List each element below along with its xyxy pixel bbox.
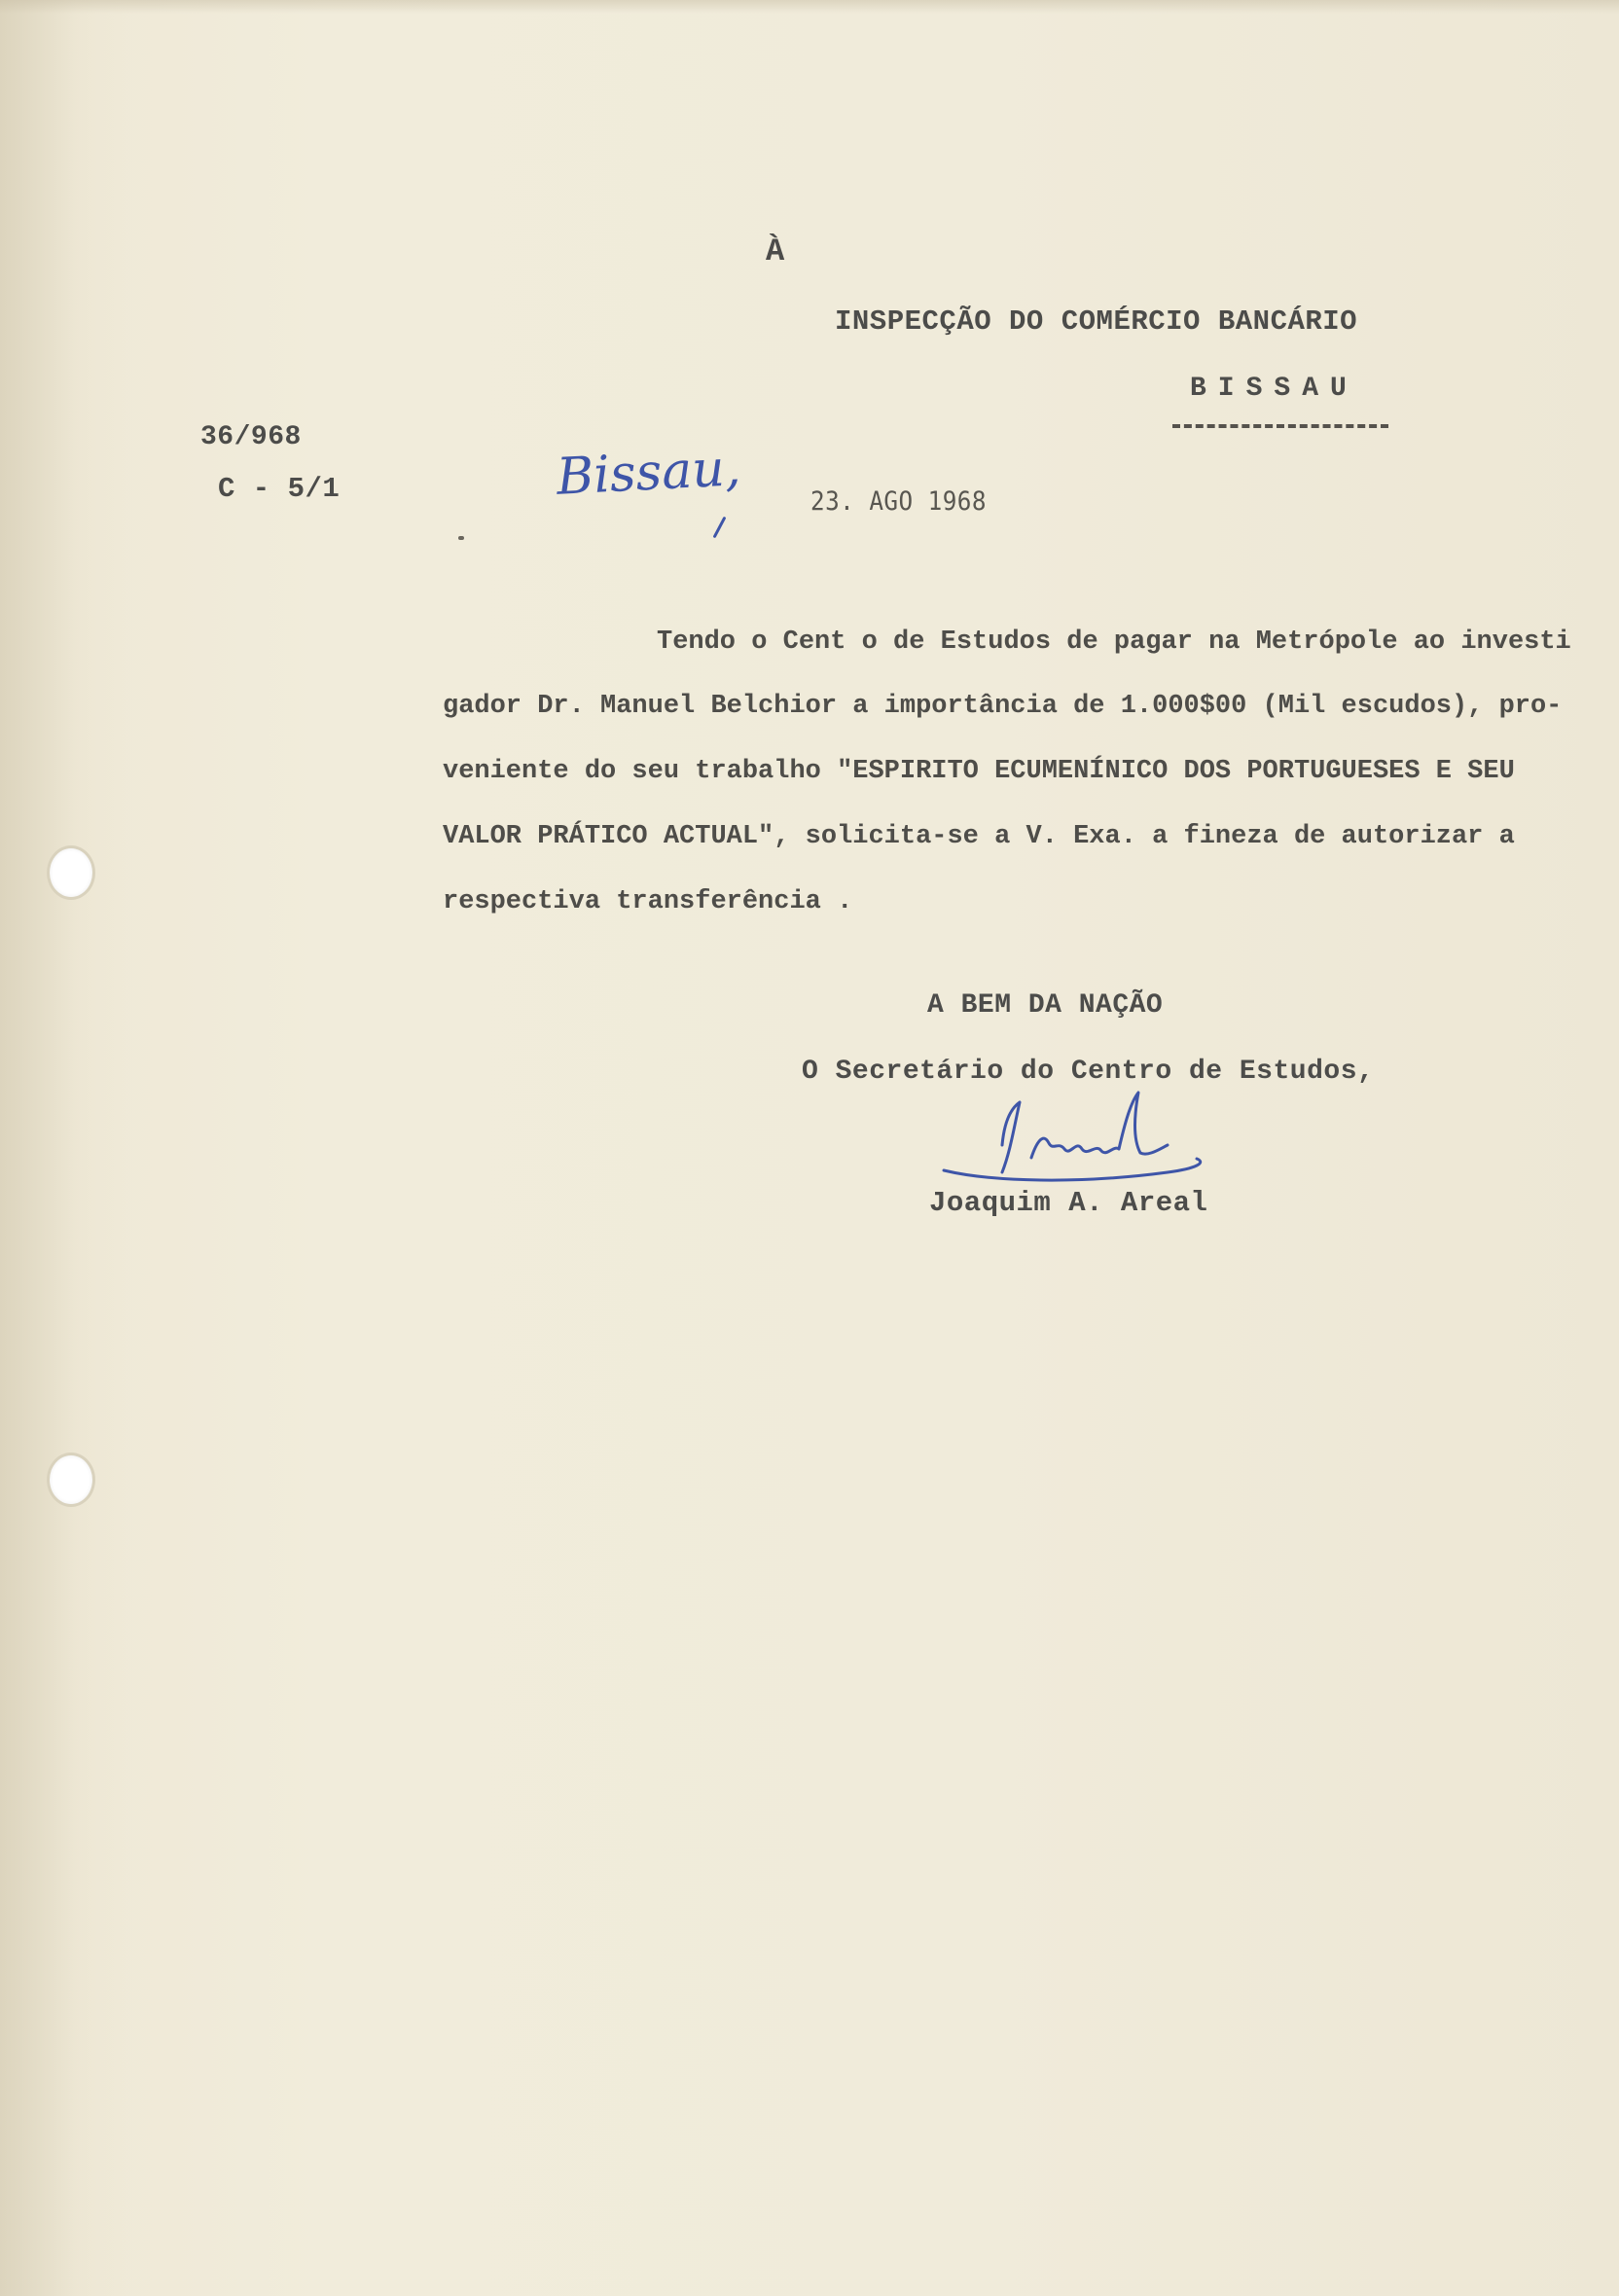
- handwritten-stroke: [713, 517, 727, 539]
- date-stamp: 23. AGO 1968: [810, 486, 987, 517]
- handwritten-place: Bissau,: [555, 439, 742, 507]
- margin-dot: [458, 536, 464, 540]
- punch-hole-top: [50, 848, 92, 897]
- punch-hole-bottom: [50, 1455, 92, 1504]
- handwritten-signature: [934, 1085, 1216, 1197]
- body-line: Tendo o Cent o de Estudos de pagar na Metrópole ao investi: [657, 628, 1571, 657]
- body-line: respectiva transferência .: [443, 887, 853, 916]
- paper-top-shadow: [0, 0, 1619, 14]
- reference-number: 36/968: [200, 422, 302, 452]
- address-to-mark: À: [766, 233, 785, 269]
- body-line: VALOR PRÁTICO ACTUAL", solicita-se a V. Exa. a fineza de autorizar a: [443, 822, 1515, 851]
- city-underline: [1172, 424, 1388, 428]
- body-line: veniente do seu trabalho "ESPIRITO ECUMENÍNICO DOS PORTUGUESES E SEU: [443, 757, 1515, 786]
- body-line: gador Dr. Manuel Belchior a importância de 1.000$00 (Mil escudos), pro-: [443, 692, 1563, 721]
- paper-edge-shadow: [0, 0, 126, 2296]
- recipient-name: INSPECÇÃO DO COMÉRCIO BANCÁRIO: [835, 305, 1358, 338]
- recipient-city: BISSAU: [1190, 374, 1358, 404]
- signatory-name: Joaquim A. Areal: [929, 1187, 1208, 1219]
- closing-salutation: A BEM DA NAÇÃO: [927, 990, 1164, 1021]
- reference-code: C - 5/1: [218, 473, 341, 505]
- signatory-title: O Secretário do Centro de Estudos,: [802, 1057, 1375, 1087]
